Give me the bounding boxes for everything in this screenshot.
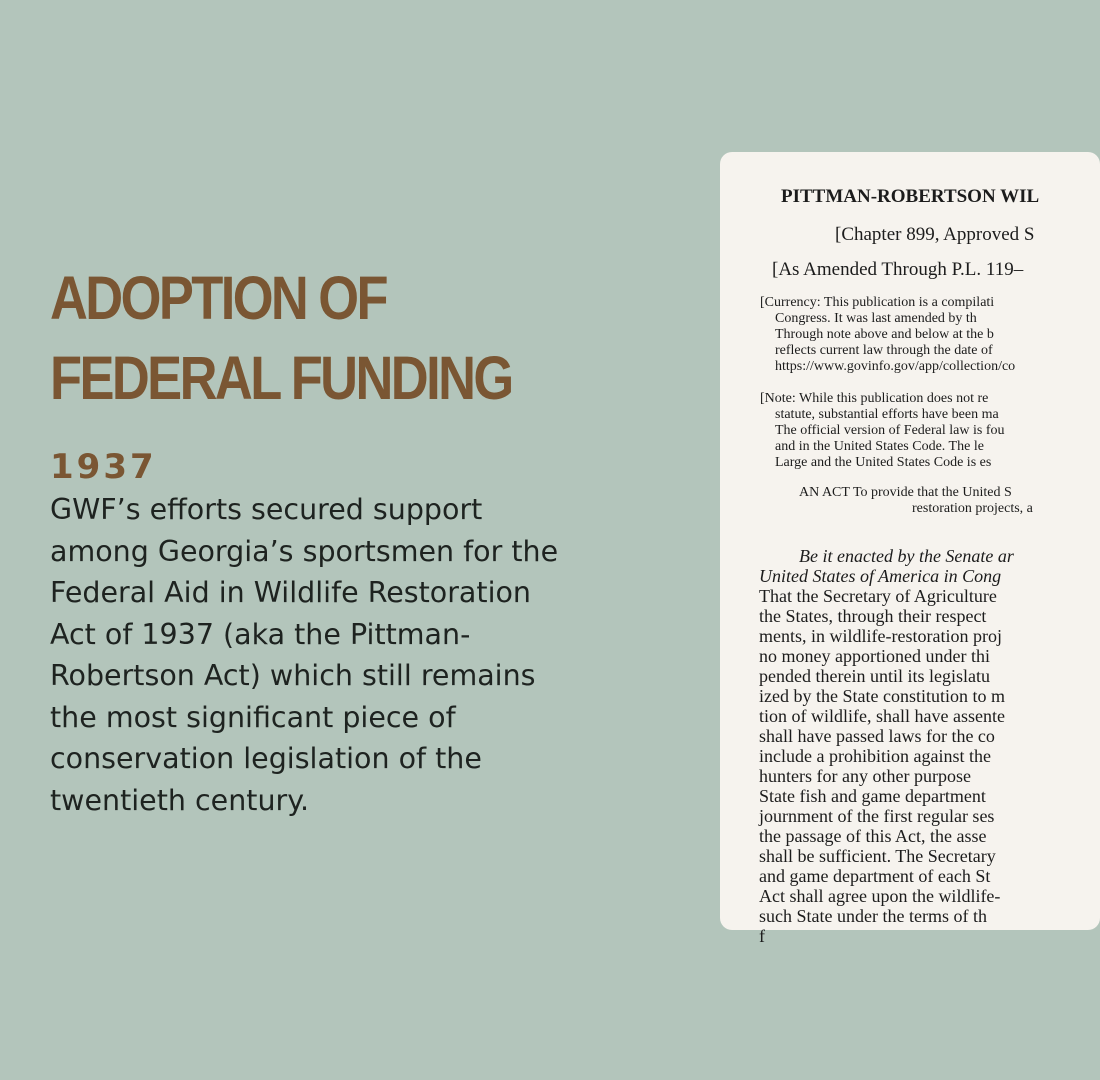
enact-line: Be it enacted by the Senate ar: [799, 546, 1014, 566]
currency-note: [760, 295, 1015, 375]
title-line-2: FEDERAL FUNDING: [50, 344, 512, 412]
description-line: conservation legislation of the: [50, 742, 482, 775]
description-line: Federal Aid in Wildlife Restoration: [50, 576, 531, 609]
act-title: [799, 485, 1033, 517]
enact-line: journment of the first regular ses: [759, 806, 995, 826]
description-line: among Georgia’s sportsmen for the: [50, 534, 559, 568]
document-image: [720, 152, 1100, 946]
description-line: GWF’s efforts secured support: [50, 493, 483, 526]
act-title-line: restoration projects, a: [912, 501, 1033, 516]
enact-line: tion of wildlife, shall have assente: [759, 706, 1005, 726]
enact-line: Act shall agree upon the wildlife-: [759, 886, 1001, 906]
official-note: [760, 391, 1005, 471]
document-chapter: [Chapter 899, Approved S: [835, 224, 1035, 245]
enact-line: ized by the State constitution to m: [759, 686, 1005, 706]
description-line: the most significant piece of: [50, 700, 456, 734]
note-line: Large and the United States Code is es: [775, 455, 992, 470]
enact-line: hunters for any other purpose: [759, 766, 971, 786]
enact-line: shall be sufficient. The Secretary: [759, 846, 996, 866]
enact-line: ments, in wildlife-restoration proj: [759, 626, 1002, 646]
enact-line: United States of America in Cong: [759, 566, 1002, 586]
note-line: The official version of Federal law is fou: [775, 423, 1005, 438]
enact-line: include a prohibition against the: [759, 746, 991, 766]
description-line: Robertson Act) which still remains: [50, 659, 536, 692]
description-line: Act of 1937 (aka the Pittman-: [50, 617, 471, 651]
note-line: and in the United States Code. The le: [775, 439, 984, 454]
note-line: [Currency: This publication is a compilati: [760, 295, 995, 310]
description-paragraph: [50, 489, 650, 821]
enact-line: pended therein until its legislatu: [759, 666, 990, 686]
document-amended: [As Amended Through P.L. 119–: [772, 259, 1024, 280]
enact-line: no money apportioned under thi: [759, 646, 990, 666]
enact-line: the States, through their respect: [759, 606, 987, 626]
enact-line: the passage of this Act, the asse: [759, 826, 987, 846]
year-label: 1937: [50, 447, 157, 487]
note-line: Through note above and below at the b: [775, 327, 994, 342]
enact-line: and game department of each St: [759, 866, 991, 886]
page-title: [50, 258, 532, 418]
enact-line: That the Secretary of Agriculture: [759, 586, 997, 606]
note-line: statute, substantial efforts have been ma: [775, 407, 999, 422]
act-title-line: AN ACT To provide that the United S: [799, 485, 1012, 500]
enact-line: shall have passed laws for the co: [759, 726, 995, 746]
note-line: https://www.govinfo.gov/app/collection/co: [775, 359, 1016, 374]
description-line: twentieth century.: [50, 783, 310, 817]
note-line: reflects current law through the date of: [775, 343, 993, 358]
enacting-clause: [759, 546, 1014, 946]
note-line: Congress. It was last amended by th: [775, 311, 977, 326]
enact-line: f: [759, 926, 765, 946]
enact-line: State fish and game department: [759, 786, 986, 806]
document-title: PITTMAN-ROBERTSON WIL: [781, 186, 1040, 207]
title-line-1: ADOPTION OF: [50, 264, 386, 332]
enact-line: such State under the terms of th: [759, 906, 987, 926]
note-line: [Note: While this publication does not re: [760, 391, 989, 406]
